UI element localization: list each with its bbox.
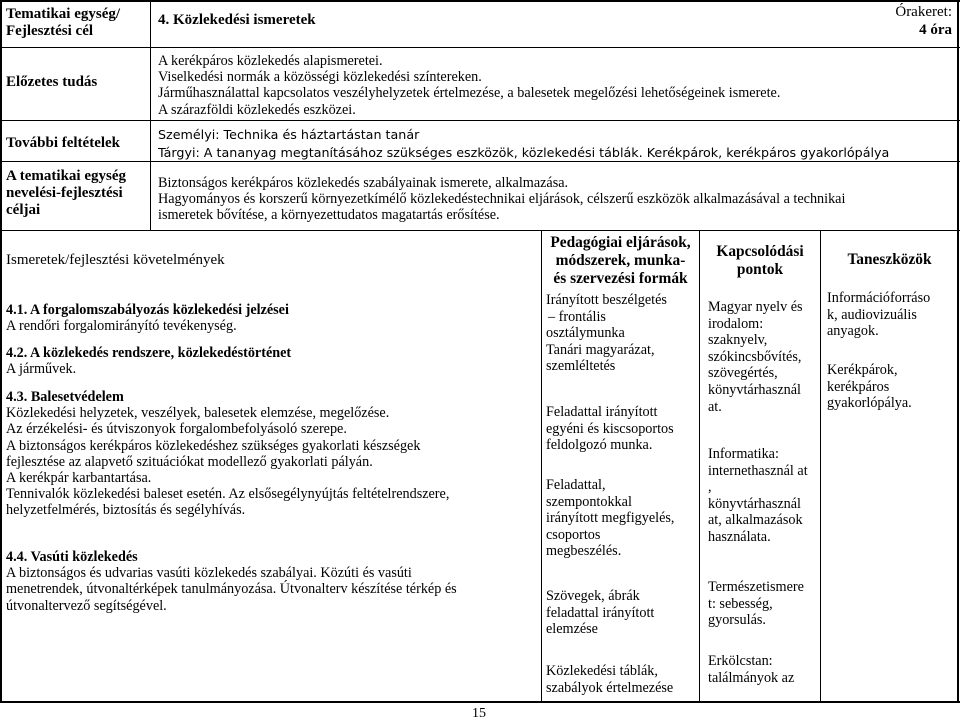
- section-title: 4.3. Balesetvédelem: [6, 389, 124, 405]
- requirements-section-4-4: [6, 549, 457, 614]
- section-line: A rendőri forgalomirányító tevékenység.: [6, 318, 237, 335]
- row-divider-4: [0, 230, 960, 231]
- goal-line: Hagyományos és korszerű környezetkímélő közlekedéstechnikai eljárások, célszerű eszközök alkalmazásával a technikai: [158, 191, 846, 208]
- col-divider-connections: [699, 230, 700, 703]
- connections-block-4: Erkölcstan: találmányok az: [708, 653, 795, 686]
- section-title: 4.1. A forgalomszabályozás közlekedési jelzései: [6, 302, 289, 318]
- methods-block-2: Feladattal irányított egyéni és kiscsoportos feldolgozó munka.: [546, 404, 674, 454]
- goals-list: [158, 175, 845, 224]
- col-divider-tools: [820, 230, 821, 703]
- section-line: Közlekedési helyzetek, veszélyek, balesetek elemzése, megelőzése.: [6, 405, 390, 422]
- methods-block-3: Feladattal, szempontokkal irányított megfigyelés, csoportos megbeszélés.: [546, 477, 675, 560]
- col-divider-methods: [541, 230, 542, 703]
- goal-line: Biztonságos kerékpáros közlekedés szabályainak ismerete, alkalmazása.: [158, 175, 569, 191]
- column-header-tools: Taneszközök: [847, 251, 932, 268]
- prior-item: A kerékpáros közlekedés alapismeretei.: [158, 53, 383, 69]
- connections-block-1: Magyar nyelv és irodalom: szaknyelv, szókincsbővítés, szövegértés, könyvtárhasznál at.: [708, 299, 803, 415]
- hours-label: Órakeret:: [895, 4, 952, 20]
- hours-box: [895, 3, 952, 39]
- section-line: fejlesztése az alapvető szituációkat modellező gyakorlati pályán.: [6, 453, 373, 470]
- column-header-requirements: Ismeretek/fejlesztési követelmények: [6, 252, 225, 268]
- table-border-bottom: [0, 701, 960, 703]
- label-goals: A tematikai egység nevelési-fejlesztési céljai: [6, 168, 126, 218]
- page-number: 15: [472, 706, 486, 721]
- label-unit: Tematikai egység/ Fejlesztési cél: [6, 6, 121, 39]
- methods-block-4: Szövegek, ábrák feladattal irányított elemzése: [546, 588, 655, 638]
- section-line: helyzetfelmérés, biztosítás és segélyhívás.: [6, 502, 246, 519]
- condition-personal: Személyi: Technika és háztartástan tanár: [158, 127, 420, 142]
- section-line: Tennivalók közlekedési baleset esetén. Az elsősegélynyújtás feltételrendszere,: [6, 486, 450, 503]
- table-border-top: [0, 0, 960, 2]
- table-border-left: [0, 0, 2, 703]
- label-column-divider: [150, 0, 151, 230]
- section-line: A kerékpár karbantartása.: [6, 470, 152, 487]
- methods-block-5: Közlekedési táblák, szabályok értelmezése: [546, 663, 674, 696]
- section-line: A biztonságos és udvarias vasúti közlekedés szabályai. Közúti és vasúti: [6, 565, 412, 582]
- unit-title: 4. Közlekedési ismeretek: [158, 12, 316, 28]
- prior-item: Viselkedési normák a közösségi közlekedési színtereken.: [158, 69, 482, 86]
- conditions-list: [158, 126, 889, 161]
- column-header-connections: Kapcsolódási pontok: [716, 243, 804, 278]
- column-header-methods: Pedagógiai eljárások, módszerek, munka- és szervezési formák: [550, 234, 691, 287]
- goal-line: ismeretek bővítése, a környezettudatos magatartás erősítése.: [158, 207, 500, 224]
- prior-item: Járműhasználattal kapcsolatos veszélyhelyzetek értelmezése, a balesetek megelőzési lehetőségeinek ismerete.: [158, 85, 781, 102]
- section-line: menetrendek, útvonaltérképek tanulmányozása. Útvonalterv készítése térkép és: [6, 581, 457, 598]
- prior-knowledge-list: [158, 53, 780, 118]
- prior-item: A szárazföldi közlekedés eszközei.: [158, 101, 356, 118]
- label-prior-knowledge: Előzetes tudás: [6, 74, 98, 90]
- connections-block-3: Természetismere t: sebesség, gyorsulás.: [708, 579, 804, 629]
- row-divider-3: [0, 161, 960, 162]
- section-line: Az érzékelési- és útviszonyok forgalombefolyásoló szerepe.: [6, 421, 347, 438]
- label-conditions: További feltételek: [6, 135, 121, 151]
- section-title: 4.4. Vasúti közlekedés: [6, 549, 138, 565]
- table-border-right: [957, 0, 959, 703]
- section-line: útvonaltervező segítségével.: [6, 597, 167, 614]
- section-line: A járművek.: [6, 361, 77, 378]
- row-divider-2: [0, 120, 960, 121]
- methods-block-1: Irányított beszélgetés – frontális osztálymunka Tanári magyarázat, szemléltetés: [546, 292, 667, 375]
- requirements-section-4-3: [6, 389, 449, 519]
- requirements-section-4-1: [6, 302, 289, 334]
- connections-block-2: Informatika: internethasznál at , könyvtárhasznál at, alkalmazások használata.: [708, 446, 808, 545]
- condition-material: Tárgyi: A tananyag megtanításához szükséges eszközök, közlekedési táblák. Kerékpárok, kerékpáros gyakorlópálya: [158, 144, 890, 160]
- tools-block-2: Kerékpárok, kerékpáros gyakorlópálya.: [827, 362, 912, 412]
- hours-value: 4 óra: [919, 22, 952, 38]
- tools-block-1: Információforráso k, audiovizuális anyagok.: [827, 290, 931, 340]
- requirements-section-4-2: [6, 345, 291, 377]
- section-title: 4.2. A közlekedés rendszere, közlekedéstörténet: [6, 345, 292, 361]
- row-divider-1: [0, 47, 960, 48]
- section-line: A biztonságos kerékpáros közlekedéshez szükséges gyakorlati készségek: [6, 437, 421, 454]
